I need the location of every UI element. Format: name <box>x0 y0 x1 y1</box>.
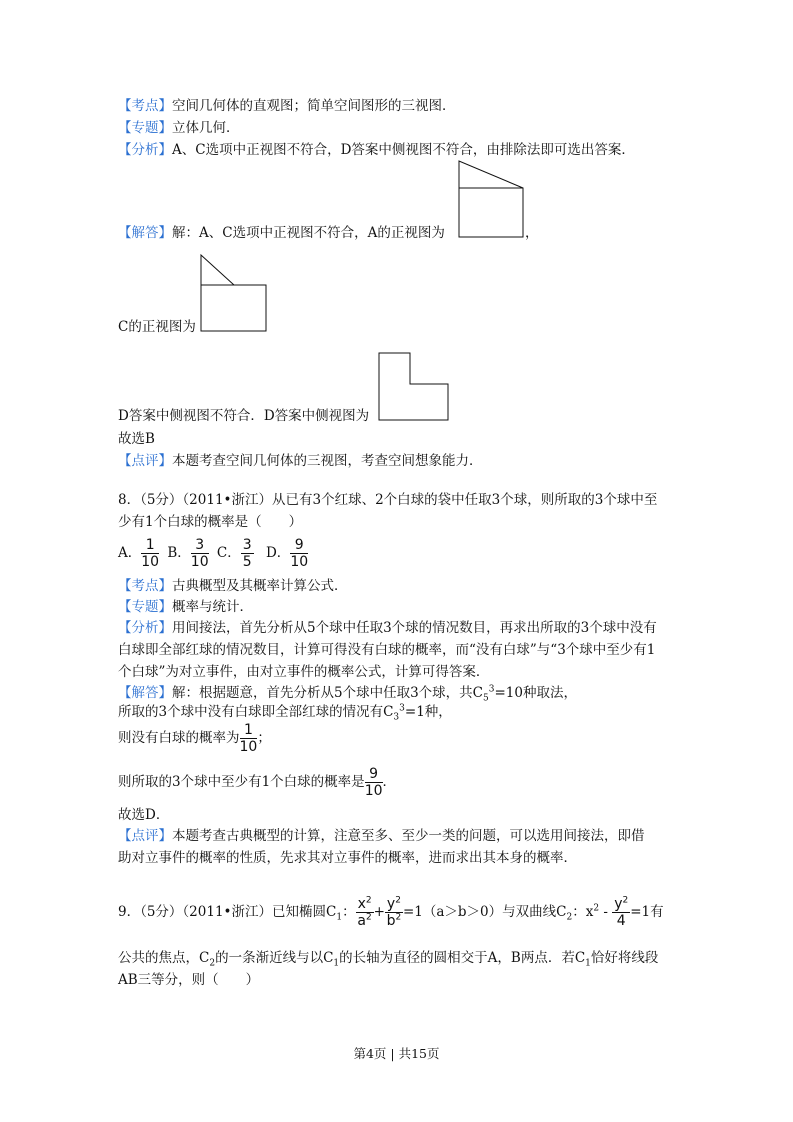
hyperbola-minus: - <box>599 904 613 920</box>
option-a-num: 1 <box>141 537 159 554</box>
q8-p2-den: 10 <box>364 783 383 799</box>
q9-s2c: 的长轴为直径的圆相交于A，B两点．若C <box>339 950 586 966</box>
a-front-view-figure <box>458 160 528 240</box>
hyperbola-y-num <box>612 896 630 913</box>
ellipse-a-exp: 2 <box>366 912 372 923</box>
q9-stem-line3: AB三等分，则（ ） <box>118 972 260 988</box>
kaodian-text: 空间几何体的直观图；简单空间图形的三视图． <box>172 98 456 114</box>
q9-c2-sub: 2 <box>566 912 573 923</box>
ellipse-y-num <box>385 896 403 913</box>
q9-colon: ： <box>342 904 356 920</box>
hyperbola-y: y <box>614 896 623 912</box>
q8-fenxi-line3: 个白球”为对立事件，由对立事件的概率公式，计算可得答案． <box>118 664 490 680</box>
option-c-num: 3 <box>242 537 252 553</box>
q8-dianping-line1 <box>118 827 645 845</box>
hyperbola-x: x <box>585 904 594 920</box>
ellipse-b-den <box>385 913 403 929</box>
c-front-view-figure <box>200 254 270 334</box>
q9-colon2: ： <box>572 904 586 920</box>
q8-jieda-sup1: 3 <box>488 684 495 695</box>
zhuanti-text: 立体几何． <box>172 120 240 136</box>
q8-p1-num: 1 <box>240 722 258 739</box>
q8-p1-end: ； <box>257 730 271 746</box>
q9-stem-line2 <box>118 949 658 967</box>
q8-p2-fraction <box>365 766 383 799</box>
q8-jieda-tag: 【解答】 <box>118 685 172 701</box>
option-b-fraction <box>191 537 209 570</box>
q8-p2-line <box>118 766 396 799</box>
q8-p1-line <box>118 722 271 755</box>
page-footer: 第4页 | 共15页 <box>353 1046 440 1061</box>
q9-s1a: 9．（5分）（2011•浙江）已知椭圆C <box>118 904 337 920</box>
ellipse-b: b <box>386 913 396 929</box>
c-view-text: C的正视图为 <box>118 319 196 335</box>
q8-fenxi-line2: 白球即全部红球的情况数目，计算可得没有白球的概率，而“没有白球”与“3个球中至少有1 <box>118 642 656 658</box>
q8-fenxi-tag: 【分析】 <box>118 620 172 636</box>
q9-s2b: 的一条渐近线与以C <box>215 950 334 966</box>
option-c-fraction <box>241 537 254 570</box>
ellipse-plus: + <box>373 904 385 920</box>
q8-zhuanti-text: 概率与统计． <box>172 599 253 615</box>
option-d-label: D． <box>265 545 291 561</box>
q8-p2-num: 9 <box>365 766 383 783</box>
option-c-den: 5 <box>242 554 252 570</box>
q9-c1-sub: 1 <box>336 912 343 923</box>
option-c-label: C． <box>216 545 241 561</box>
dianping-line <box>118 452 483 470</box>
ellipse-x-num <box>356 896 374 913</box>
ellipse-y-exp: 2 <box>395 895 401 906</box>
option-b-num: 3 <box>191 537 209 554</box>
option-a-den: 10 <box>141 554 160 570</box>
jieda-tag: 【解答】 <box>118 225 172 241</box>
q8-answer: 故选D． <box>118 807 170 823</box>
q9-s2d: 恰好将线段 <box>590 950 659 966</box>
fenxi-text: A、C选项中正视图不符合，D答案中侧视图不符合，由排除法即可选出答案． <box>172 142 635 158</box>
q8-jieda-sub2: 3 <box>393 712 400 723</box>
q8-jieda-sup2: 3 <box>399 703 405 714</box>
q8-jieda-sub1: 5 <box>483 693 489 704</box>
fenxi-tag: 【分析】 <box>118 142 172 158</box>
hyperbola-y-exp: 2 <box>622 895 629 906</box>
q8-p1-den: 10 <box>239 739 258 755</box>
hyperbola-den: 4 <box>616 913 626 929</box>
option-d-fraction <box>290 537 308 570</box>
q8-kaodian-tag: 【考点】 <box>118 578 172 594</box>
q9-s2-sub3: 1 <box>585 958 591 969</box>
option-a-fraction <box>141 537 159 570</box>
comma: ， <box>525 225 539 241</box>
option-b-label: B． <box>167 545 191 561</box>
q9-stem-line1 <box>118 896 664 929</box>
q8-stem-line1: 8．（5分）（2011•浙江）从已有3个红球、2个白球的袋中任取3个球，则所取的3个球中至 <box>118 492 658 508</box>
zhuanti-line <box>118 119 240 137</box>
q8-dianping-line2: 助对立事件的概率的性质，先求其对立事件的概率，进而求出其本身的概率． <box>118 850 577 866</box>
hyperbola-y-fraction <box>612 896 630 929</box>
q8-jieda-line1 <box>118 684 577 702</box>
q8-zhuanti-tag: 【专题】 <box>118 599 172 615</box>
q8-kaodian-line <box>118 577 348 595</box>
ellipse-a-den <box>356 913 374 929</box>
hyperbola-x-exp: 2 <box>593 903 600 914</box>
zhuanti-tag: 【专题】 <box>118 120 172 136</box>
option-b-den: 10 <box>190 554 209 570</box>
jieda-line <box>118 224 445 242</box>
ellipse-y-fraction <box>385 896 403 929</box>
q7-answer: 故选B <box>118 431 155 447</box>
q8-fenxi-line1 <box>118 619 657 637</box>
ellipse-y: y <box>386 896 396 912</box>
q8-p2-end: ． <box>382 774 397 790</box>
q9-s1b: =1（a＞b＞0）与双曲线C <box>402 904 567 920</box>
q8-options <box>118 537 308 570</box>
ellipse-b-exp: 2 <box>395 912 402 923</box>
q8-jieda-text2a: 所取的3个球中没有白球即全部红球的情况有C <box>118 704 394 720</box>
dianping-tag: 【点评】 <box>118 453 172 469</box>
q8-fenxi-text1: 用间接法，首先分析从5个球中任取3个球的情况数目，再求出所取的3个球中没有 <box>172 620 657 636</box>
q8-jieda-text1a: 解：根据题意，首先分析从5个球中任取3个球，共C <box>172 685 484 701</box>
ellipse-x-fraction <box>356 896 374 929</box>
q8-jieda-line2 <box>118 703 452 721</box>
option-d-num: 9 <box>290 537 308 554</box>
ellipse-x: x <box>357 896 366 912</box>
q9-s2a: 公共的焦点，C <box>118 950 210 966</box>
ellipse-a: a <box>357 913 366 929</box>
q8-dianping-tag: 【点评】 <box>118 828 172 844</box>
q9-s2-sub2: 1 <box>333 958 340 969</box>
q8-zhuanti-line <box>118 598 253 616</box>
jieda-text: 解：A、C选项中正视图不符合，A的正视图为 <box>172 225 445 241</box>
q9-s1c: =1有 <box>630 904 664 920</box>
q8-stem-line2: 少有1个白球的概率是（ ） <box>118 514 303 530</box>
d-view-text: D答案中侧视图不符合．D答案中侧视图为 <box>118 408 370 424</box>
q9-s2-sub1: 2 <box>209 958 216 969</box>
kaodian-line <box>118 97 456 115</box>
q8-jieda-text1b: =10种取法， <box>494 685 577 701</box>
q8-kaodian-text: 古典概型及其概率计算公式． <box>172 578 348 594</box>
q8-p1-fraction <box>240 722 258 755</box>
q8-p2-text: 则所取的3个球中至少有1个白球的概率是 <box>118 774 365 790</box>
q8-p1-text: 则没有白球的概率为 <box>118 730 240 746</box>
q8-jieda-text2b: =1种， <box>404 704 452 720</box>
option-a-label: A． <box>118 545 142 561</box>
dianping-text: 本题考查空间几何体的三视图，考查空间想象能力． <box>172 453 483 469</box>
fenxi-line <box>118 141 635 159</box>
ellipse-x-exp: 2 <box>365 895 372 906</box>
q8-dianping-text1: 本题考查古典概型的计算，注意至多、至少一类的问题，可以选用间接法，即借 <box>172 828 645 844</box>
option-d-den: 10 <box>290 554 309 570</box>
d-side-view-figure <box>378 352 450 424</box>
kaodian-tag: 【考点】 <box>118 98 172 114</box>
